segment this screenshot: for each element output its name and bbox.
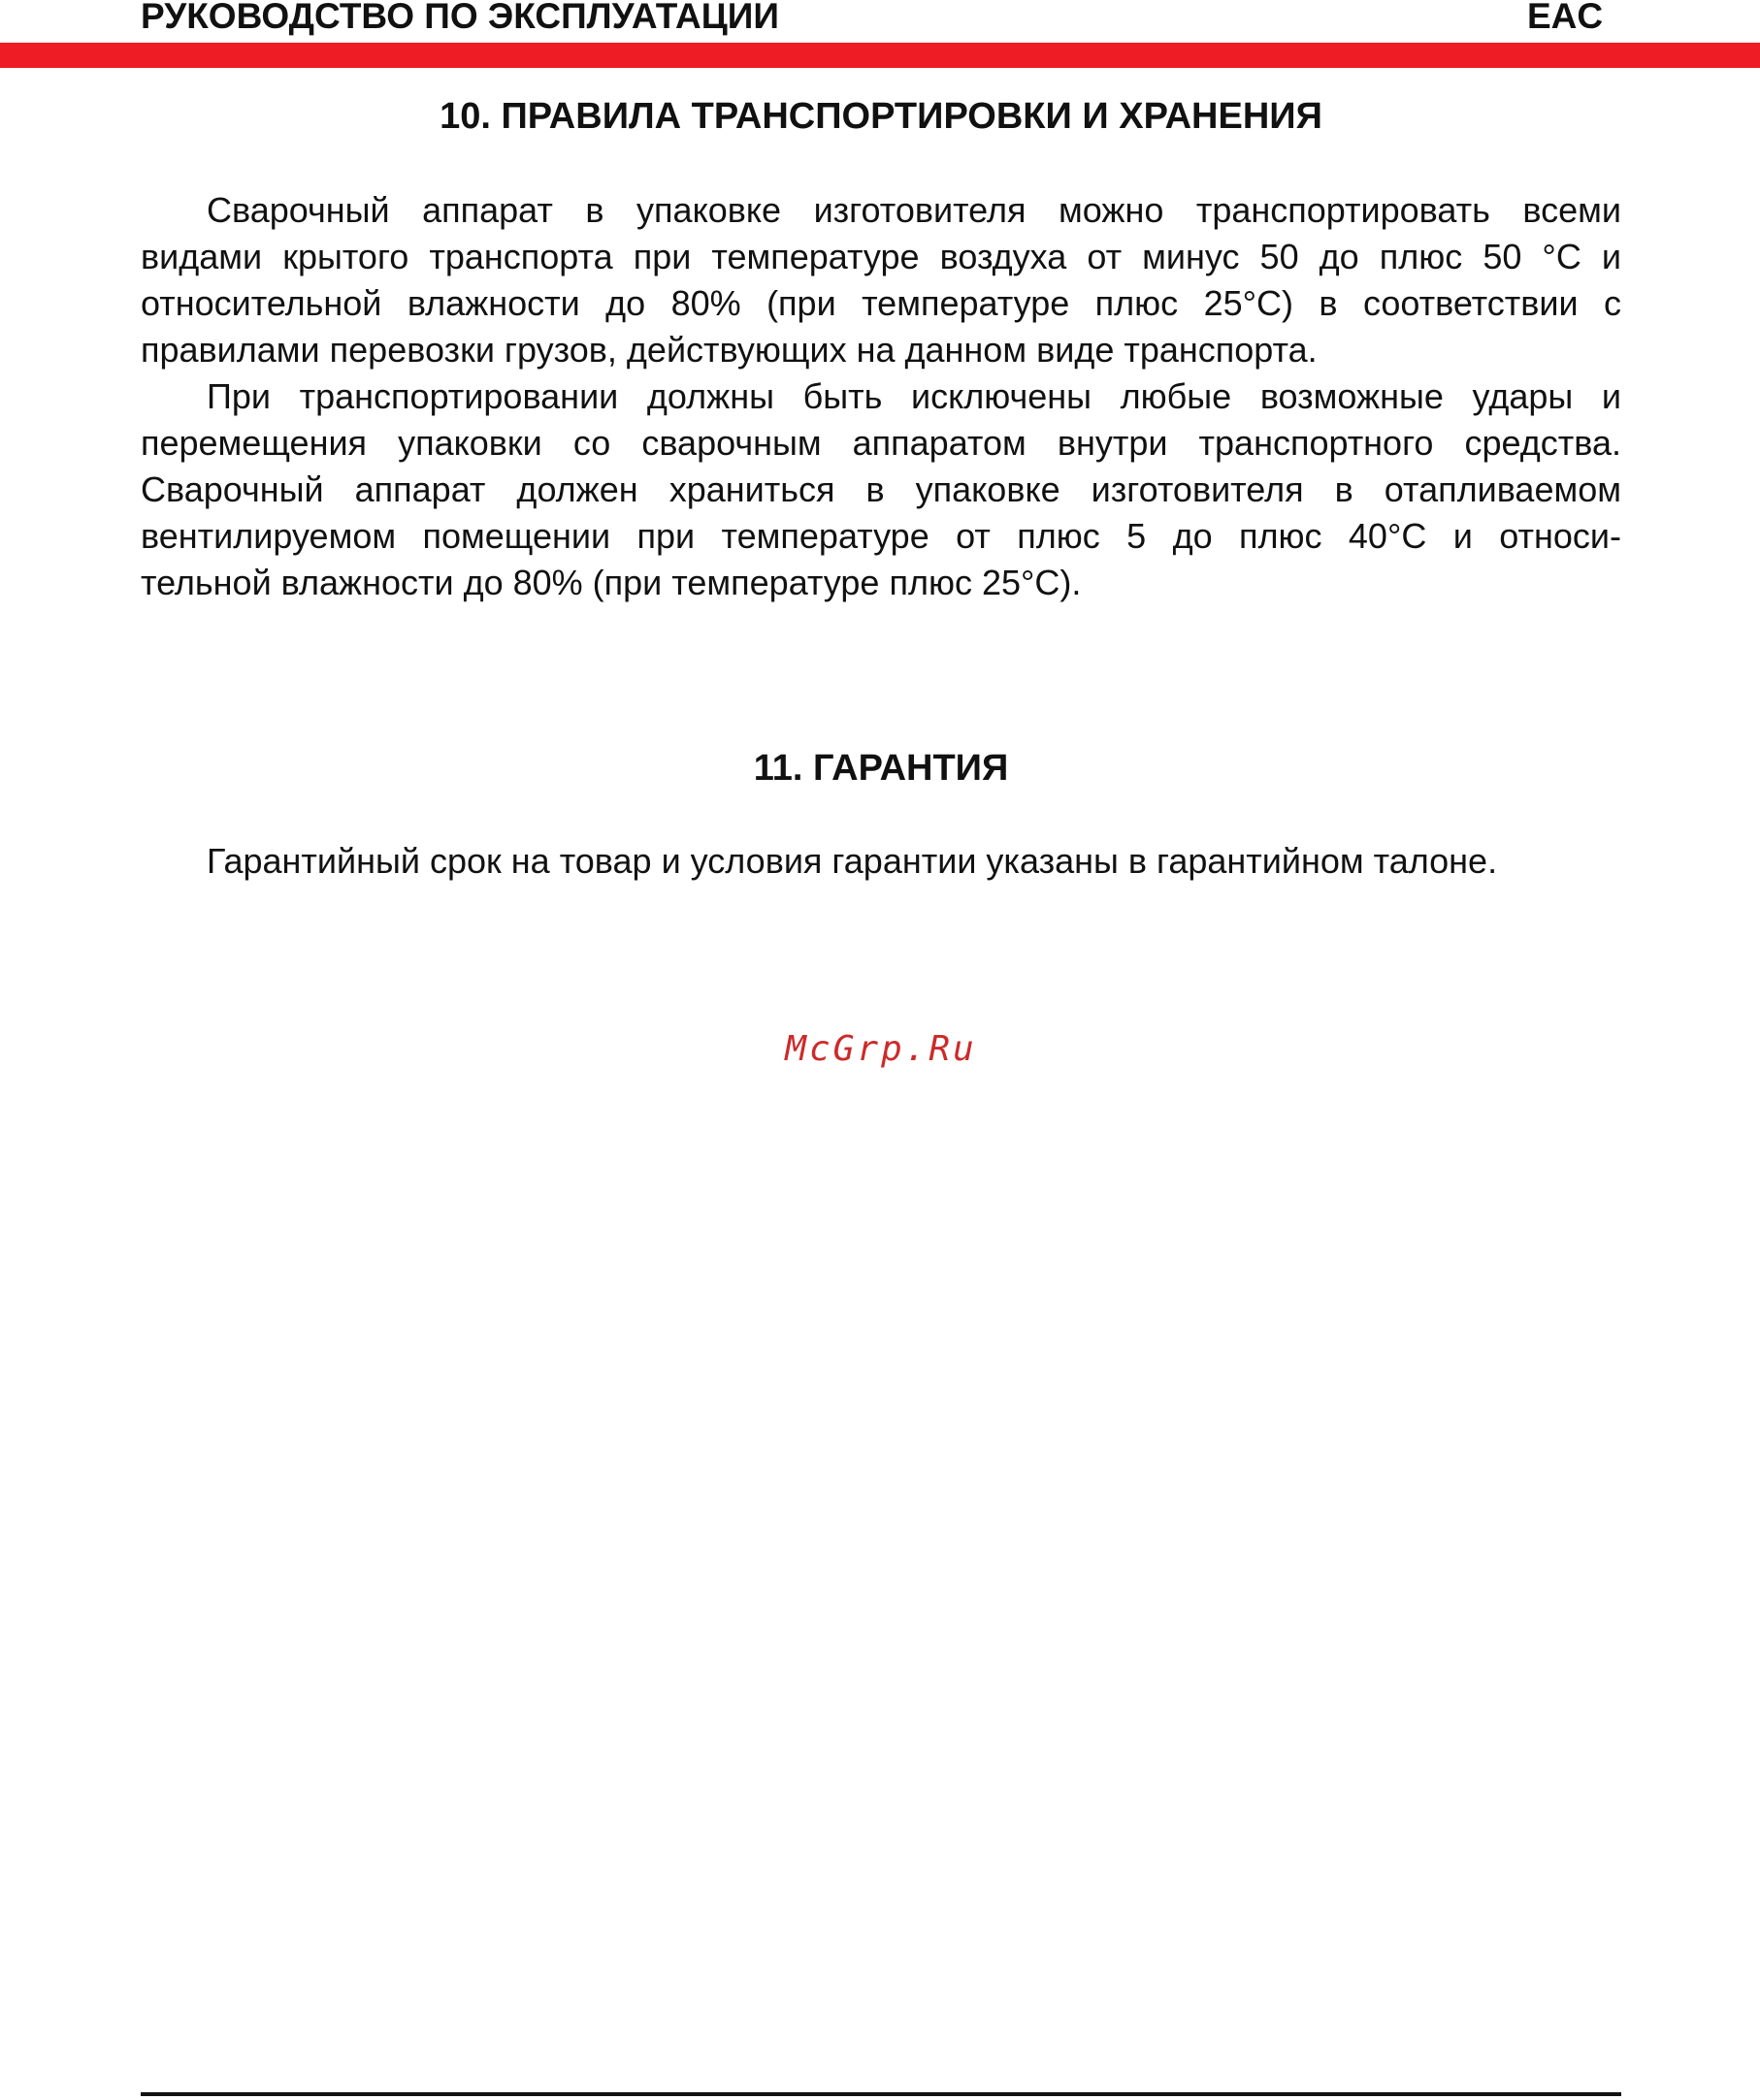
section-10-paragraph-2-line: перемещения упаковки со сварочным аппаратом внутри транспортного средства. [141,423,1621,463]
section-11-heading: 11. ГАРАНТИЯ [753,748,1009,789]
eac-mark: EAC [1527,0,1604,36]
section-10-paragraph-1-line: Сварочный аппарат в упаковке изготовителя можно транспортировать всеми [207,190,1621,230]
section-10-paragraph-1-line: видами крытого транспорта при температуре воздуха от минус 50 до плюс 50 °С и [141,237,1621,276]
watermark-text: McGrp.Ru [785,1029,977,1069]
section-11-paragraph: Гарантийный срок на товар и условия гарантии указаны в гарантийном талоне. [207,841,1498,881]
footer-rule [141,2092,1621,2096]
section-10-paragraph-1-line: правилами перевозки грузов, действующих на данном виде транспорта. [141,330,1318,370]
section-10-paragraph-2-line: При транспортировании должны быть исключены любые возможные удары и [207,376,1621,416]
section-10-paragraph-1-line: относительной влажности до 80% (при температуре плюс 25°С) в соответствии с [141,283,1621,323]
section-10-paragraph-2-line: вентилируемом помещении при температуре от плюс 5 до плюс 40°С и относи- [141,516,1621,556]
header-red-bar [0,43,1760,68]
page-header [0,0,1760,43]
section-10-paragraph-2-line: Сварочный аппарат должен храниться в упаковке изготовителя в отапливаемом [141,469,1621,509]
section-10-heading: 10. ПРАВИЛА ТРАНСПОРТИРОВКИ И ХРАНЕНИЯ [440,96,1322,137]
section-10-paragraph-2-line: тельной влажности до 80% (при температуре плюс 25°С). [141,563,1082,602]
document-title: РУКОВОДСТВО ПО ЭКСПЛУАТАЦИИ [141,0,779,36]
